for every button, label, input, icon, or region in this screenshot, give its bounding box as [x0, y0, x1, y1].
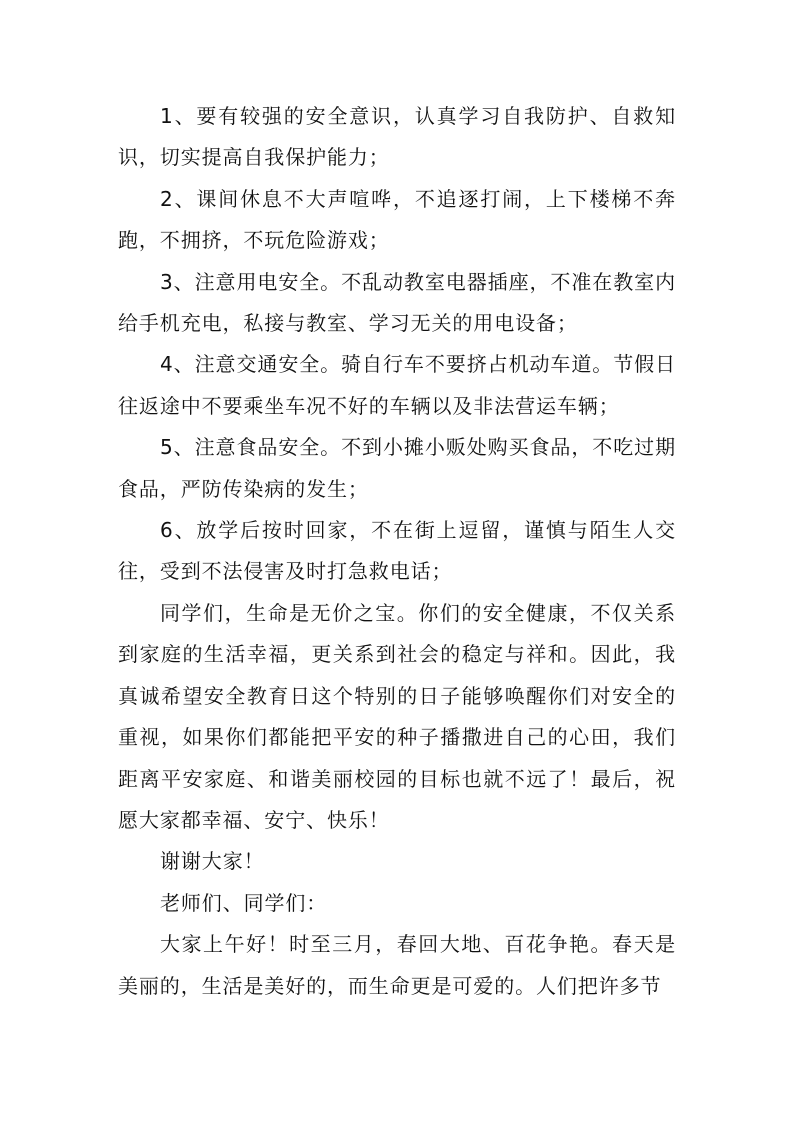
safety-rule-1: 1、要有较强的安全意识，认真学习自我防护、自救知识，切实提高自我保护能力； — [118, 104, 676, 170]
safety-rule-5: 5、注意食品安全。不到小摊小贩处购买食品，不吃过期食品，严防传染病的发生； — [118, 435, 676, 501]
safety-rule-3: 3、注意用电安全。不乱动教室电器插座，不准在教室内给手机充电，私接与教室、学习无关的用电设备； — [118, 269, 676, 336]
safety-rule-2: 2、课间休息不大声喧哗，不追逐打闹，上下楼梯不奔跑，不拥挤，不玩危险游戏； — [118, 186, 676, 253]
closing-paragraph: 同学们，生命是无价之宝。你们的安全健康，不仅关系到家庭的生活幸福，更关系到社会的稳定与祥和。因此，我真诚希望安全教育日这个特别的日子能够唤醒你们对安全的重视，如果你们都能把平安的种子播撒进自己的心田，我们距离平安家庭、和谐美丽校园的目标也就不远了！最后，祝愿大家都幸福、安宁、快乐！ — [118, 600, 676, 832]
thanks-line: 谢谢大家！ — [160, 849, 265, 874]
speech-salutation: 老师们、同学们： — [160, 890, 328, 915]
speech-opening-paragraph: 大家上午好！时至三月，春回大地、百花争艳。春天是美丽的，生活是美好的，而生命更是可爱的。人们把许多节 — [118, 932, 676, 998]
safety-rule-4: 4、注意交通安全。骑自行车不要挤占机动车道。节假日往返途中不要乘坐车况不好的车辆以及非法营运车辆； — [118, 352, 676, 418]
safety-rule-6: 6、放学后按时回家，不在街上逗留，谨慎与陌生人交往，受到不法侵害及时打急救电话； — [118, 518, 676, 584]
document-body — [118, 96, 676, 1007]
